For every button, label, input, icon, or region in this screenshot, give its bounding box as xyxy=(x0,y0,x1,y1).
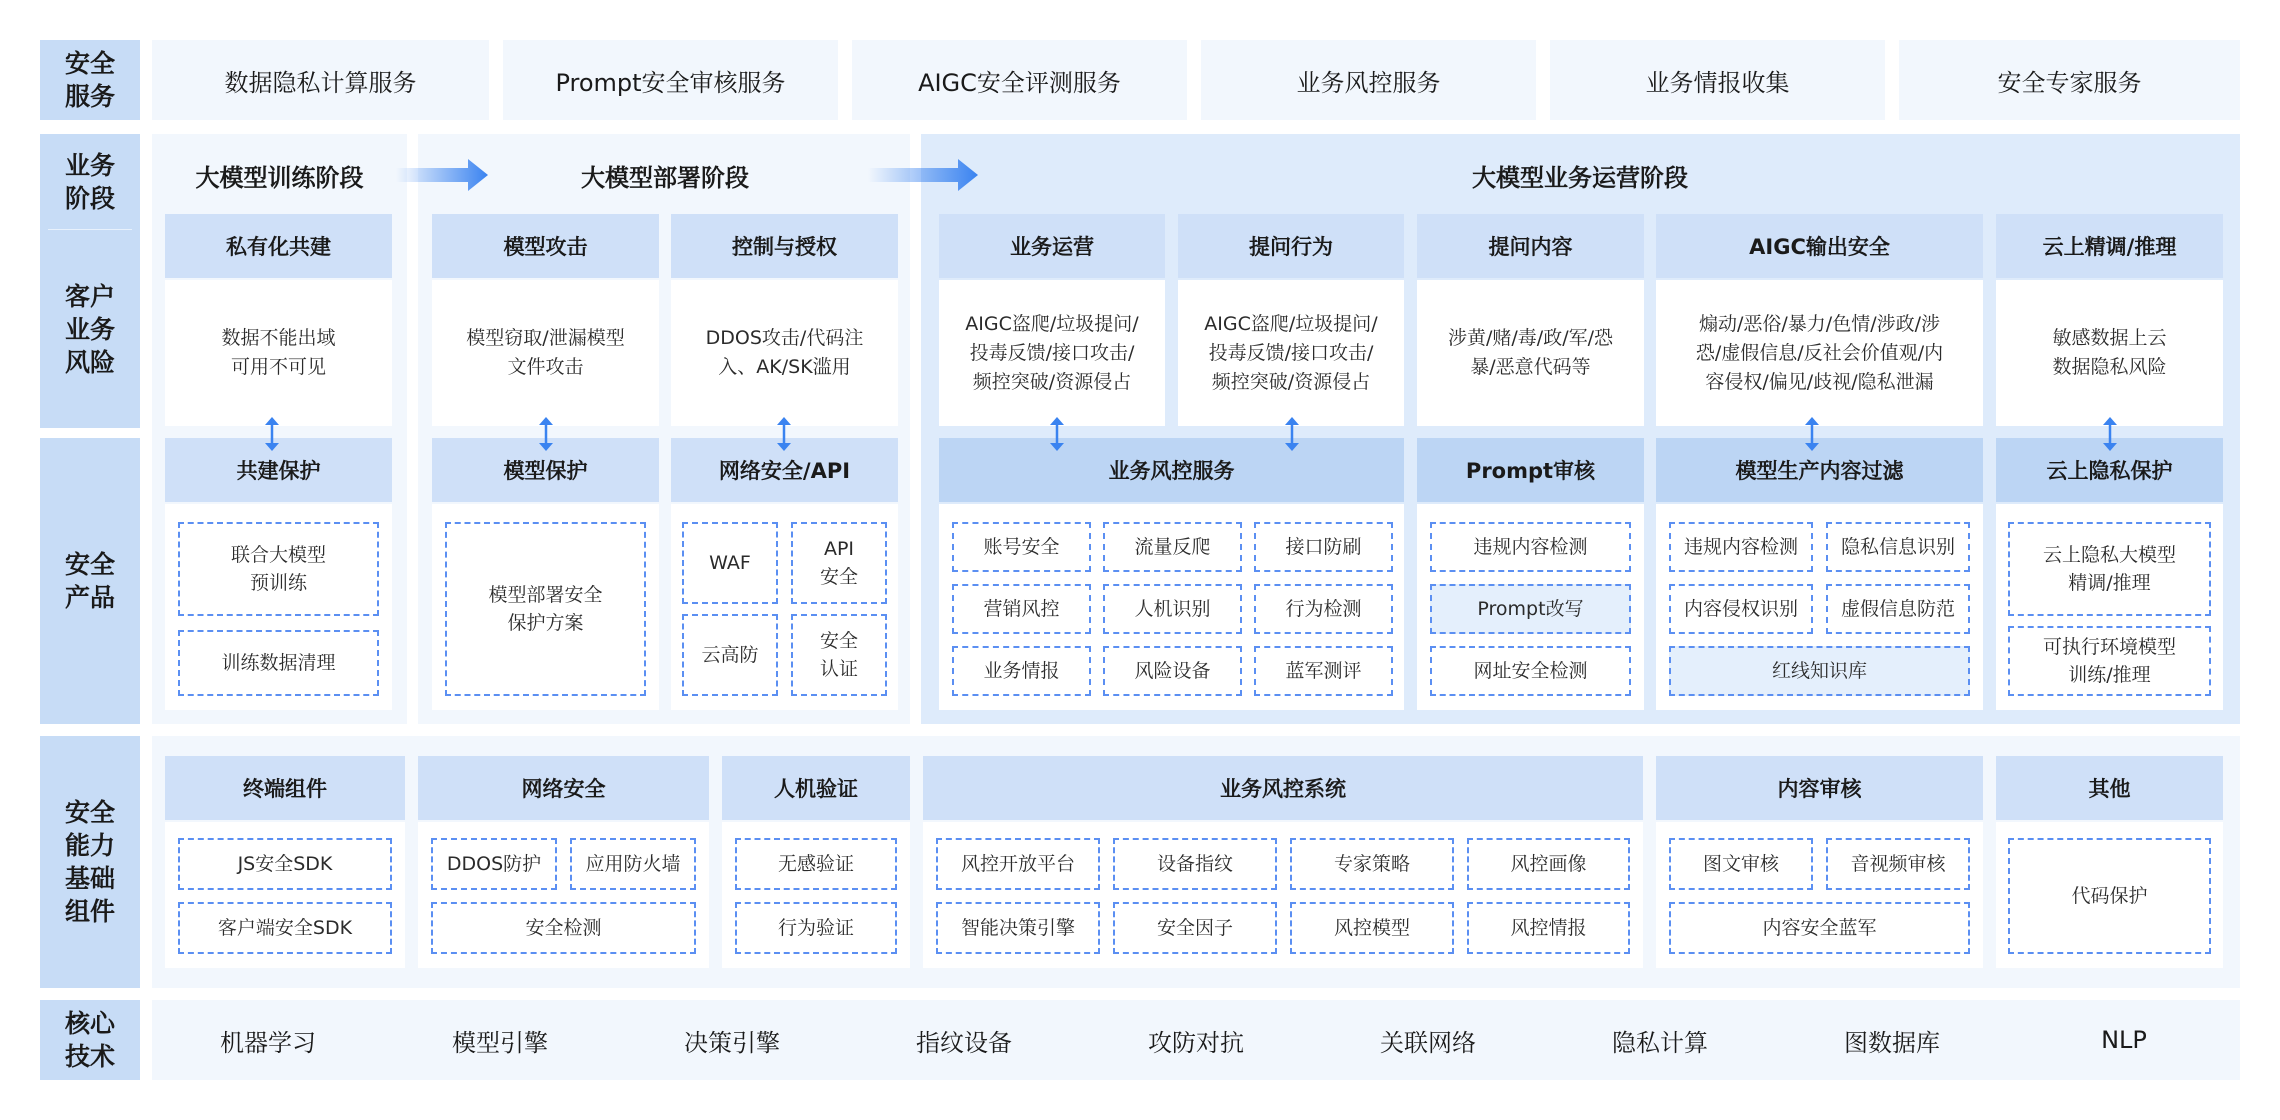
cap-item: 风控情报 xyxy=(1467,902,1630,954)
cap-item: 应用防火墙 xyxy=(570,838,696,890)
service-intel-collection: 业务情报收集 xyxy=(1550,40,1885,120)
product-item: WAF xyxy=(682,522,778,604)
core-tech-item: 模型引擎 xyxy=(452,1028,548,1057)
risk-header-model-attack: 模型攻击 xyxy=(432,214,659,278)
cap-item: 内容安全蓝军 xyxy=(1669,902,1970,954)
cap-item: 风控画像 xyxy=(1467,838,1630,890)
double-arrow-icon xyxy=(1282,416,1302,452)
product-item: 云上隐私大模型 精调/推理 xyxy=(2008,522,2211,616)
risk-text-model-attack: 模型窃取/泄漏模型 文件攻击 xyxy=(432,280,659,426)
cap-item: 设备指纹 xyxy=(1113,838,1277,890)
cap-item: 图文审核 xyxy=(1669,838,1813,890)
risk-header-aigc-output: AIGC输出安全 xyxy=(1656,214,1983,278)
product-item: 网址安全检测 xyxy=(1430,646,1631,696)
risk-text-ask-behavior: AIGC盗爬/垃圾提问/ 投毒反馈/接口攻击/ 频控突破/资源侵占 xyxy=(1178,280,1404,426)
cap-header-other: 其他 xyxy=(1996,756,2223,820)
product-item: 业务情报 xyxy=(952,646,1091,696)
service-aigc-eval: AIGC安全评测服务 xyxy=(852,40,1187,120)
product-item: 人机识别 xyxy=(1103,584,1242,634)
product-item: 接口防刷 xyxy=(1254,522,1393,572)
product-item: 内容侵权识别 xyxy=(1669,584,1813,634)
double-arrow-icon xyxy=(774,416,794,452)
cap-item: 智能决策引擎 xyxy=(936,902,1100,954)
product-item: 红线知识库 xyxy=(1669,646,1970,696)
product-item: 模型部署安全 保护方案 xyxy=(445,522,646,696)
stage-arrow-icon xyxy=(396,157,488,193)
cap-item: 风控开放平台 xyxy=(936,838,1100,890)
product-item: 隐私信息识别 xyxy=(1826,522,1970,572)
risk-text-ask-content: 涉黄/赌/毒/政/军/恐 暴/恶意代码等 xyxy=(1417,280,1644,426)
product-item: 违规内容检测 xyxy=(1430,522,1631,572)
product-header-prompt: Prompt审核 xyxy=(1417,438,1644,502)
product-header-network: 网络安全/API xyxy=(671,438,898,502)
product-item: 可执行环境模型 训练/推理 xyxy=(2008,626,2211,696)
risk-text-control-auth: DDOS攻击/代码注 入、AK/SK滥用 xyxy=(671,280,898,426)
service-expert: 安全专家服务 xyxy=(1899,40,2240,120)
risk-header-ask-content: 提问内容 xyxy=(1417,214,1644,278)
risk-text-biz-ops: AIGC盗爬/垃圾提问/ 投毒反馈/接口攻击/ 频控突破/资源侵占 xyxy=(939,280,1165,426)
cap-item: 代码保护 xyxy=(2008,838,2211,954)
label-stage: 业务 阶段 xyxy=(64,150,115,213)
stage-deploy-title: 大模型部署阶段 xyxy=(581,163,749,192)
core-tech-item: 决策引擎 xyxy=(684,1028,780,1057)
product-item: 行为检测 xyxy=(1254,584,1393,634)
cap-item: 专家策略 xyxy=(1290,838,1454,890)
product-item: 流量反爬 xyxy=(1103,522,1242,572)
cap-item: 行为验证 xyxy=(735,902,897,954)
product-item: 风险设备 xyxy=(1103,646,1242,696)
cap-item: JS安全SDK xyxy=(178,838,392,890)
risk-text-private: 数据不能出域 可用不可见 xyxy=(165,280,392,426)
stage-arrow-icon xyxy=(868,157,978,193)
core-tech-item: 攻防对抗 xyxy=(1148,1028,1244,1057)
double-arrow-icon xyxy=(262,416,282,452)
service-prompt-review: Prompt安全审核服务 xyxy=(503,40,838,120)
core-tech-item: NLP xyxy=(2101,1026,2147,1054)
cap-item: DDOS防护 xyxy=(431,838,557,890)
product-item: 违规内容检测 xyxy=(1669,522,1813,572)
stage-training-title: 大模型训练阶段 xyxy=(195,163,364,192)
core-tech-item: 关联网络 xyxy=(1380,1028,1476,1057)
cap-header-riskctl: 业务风控系统 xyxy=(923,756,1643,820)
risk-header-cloud-finetune: 云上精调/推理 xyxy=(1996,214,2223,278)
stage-ops-title: 大模型业务运营阶段 xyxy=(1472,163,1688,192)
double-arrow-icon xyxy=(2100,416,2120,452)
risk-header-control-auth: 控制与授权 xyxy=(671,214,898,278)
product-header-cobuild: 共建保护 xyxy=(165,438,392,502)
product-item: 联合大模型 预训练 xyxy=(178,522,379,616)
double-arrow-icon xyxy=(1047,416,1067,452)
risk-header-private: 私有化共建 xyxy=(165,214,392,278)
cap-item: 安全检测 xyxy=(431,902,696,954)
core-tech-item: 指纹设备 xyxy=(916,1028,1012,1057)
double-arrow-icon xyxy=(536,416,556,452)
risk-header-biz-ops: 业务运营 xyxy=(939,214,1165,278)
product-header-filter: 模型生产内容过滤 xyxy=(1656,438,1983,502)
product-item: 营销风控 xyxy=(952,584,1091,634)
cap-header-human: 人机验证 xyxy=(722,756,910,820)
core-tech-item: 图数据库 xyxy=(1844,1028,1940,1057)
label-service: 安全 服务 xyxy=(40,40,140,120)
product-header-risk-ctrl: 业务风控服务 xyxy=(939,438,1404,502)
cap-header-terminal: 终端组件 xyxy=(165,756,405,820)
cap-item: 安全因子 xyxy=(1113,902,1277,954)
cap-item: 风控模型 xyxy=(1290,902,1454,954)
cap-header-content: 内容审核 xyxy=(1656,756,1983,820)
label-column-block xyxy=(40,134,140,428)
cap-item: 音视频审核 xyxy=(1826,838,1970,890)
product-header-model: 模型保护 xyxy=(432,438,659,502)
product-item: 安全 认证 xyxy=(791,614,887,696)
label-risk: 客户 业务 风险 xyxy=(64,281,115,377)
core-tech-item: 隐私计算 xyxy=(1612,1028,1708,1057)
product-item: 账号安全 xyxy=(952,522,1091,572)
label-capability: 安全 能力 基础 组件 xyxy=(40,736,140,988)
risk-header-ask-behavior: 提问行为 xyxy=(1178,214,1404,278)
cap-header-netsec: 网络安全 xyxy=(418,756,709,820)
core-tech-row xyxy=(152,1000,2240,1080)
core-tech-item: 机器学习 xyxy=(220,1028,316,1057)
label-product: 安全 产品 xyxy=(40,438,140,724)
product-item: 虚假信息防范 xyxy=(1826,584,1970,634)
product-item: 蓝军测评 xyxy=(1254,646,1393,696)
label-core: 核心 技术 xyxy=(40,1000,140,1080)
product-header-cloud: 云上隐私保护 xyxy=(1996,438,2223,502)
product-item: API 安全 xyxy=(791,522,887,604)
product-item: 训练数据清理 xyxy=(178,630,379,696)
product-item: Prompt改写 xyxy=(1430,584,1631,634)
service-privacy-computing: 数据隐私计算服务 xyxy=(152,40,489,120)
service-risk-control: 业务风控服务 xyxy=(1201,40,1536,120)
risk-text-aigc-output: 煽动/恶俗/暴力/色情/涉政/涉 恐/虚假信息/反社会价值观/内 容侵权/偏见/歧视/隐私泄漏 xyxy=(1656,280,1983,426)
cap-item: 客户端安全SDK xyxy=(178,902,392,954)
risk-text-cloud-finetune: 敏感数据上云 数据隐私风险 xyxy=(1996,280,2223,426)
product-item: 云高防 xyxy=(682,614,778,696)
double-arrow-icon xyxy=(1802,416,1822,452)
cap-item: 无感验证 xyxy=(735,838,897,890)
